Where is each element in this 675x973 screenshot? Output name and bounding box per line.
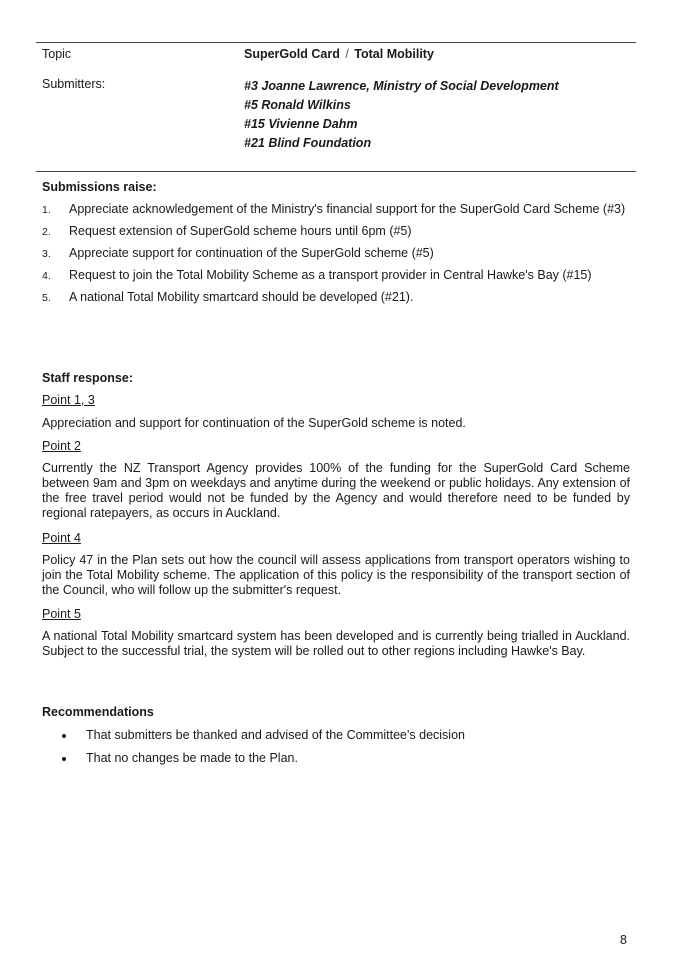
item-text: Request to join the Total Mobility Scheme as a transport provider in Central Hawke's Bay (#15) [69, 268, 592, 282]
list-item [42, 224, 630, 239]
submitter: #21 Blind Foundation [244, 136, 372, 150]
topic-value [244, 47, 434, 61]
item-text: A national Total Mobility smartcard should be developed (#21). [69, 290, 414, 304]
section-divider [36, 171, 636, 172]
staff-response-heading: Staff response: [42, 371, 133, 385]
item-text: That no changes be made to the Plan. [86, 751, 298, 765]
submitter: #5 Ronald Wilkins [244, 98, 351, 112]
item-text: Request extension of SuperGold scheme hours until 6pm (#5) [69, 224, 412, 238]
response-point-2 [42, 439, 630, 521]
item-text: Appreciate support for continuation of the SuperGold scheme (#5) [69, 246, 434, 260]
submissions-list [42, 202, 630, 312]
list-item [42, 268, 630, 283]
topic-part-2: Total Mobility [354, 47, 434, 61]
list-item [42, 202, 630, 217]
response-point-4 [42, 531, 630, 598]
list-item [62, 751, 622, 766]
item-number: 3. [42, 248, 51, 260]
bullet-icon [62, 734, 66, 738]
item-number: 5. [42, 292, 51, 304]
response-point-5 [42, 607, 630, 659]
point-text: A national Total Mobility smartcard system has been developed and is currently being trialled in Auckland. Subject to the successful trial, the system will be rolled out to other regions including Hawke's Bay. [42, 629, 630, 658]
list-item [62, 728, 622, 743]
submissions-heading: Submissions raise: [42, 180, 157, 194]
point-text: Currently the NZ Transport Agency provides 100% of the funding for the SuperGold Card Scheme between 9am and 3pm on weekdays and anytime during the weekend or public holidays. Any extension of the free travel period would not be funded by the Agency and would therefore need to be funded by regional ratepayers, as occurs in Auckland. [42, 461, 630, 520]
topic-separator: / [345, 47, 349, 61]
submitter: #3 Joanne Lawrence, Ministry of Social Development [244, 79, 559, 93]
item-text: Appreciate acknowledgement of the Ministry's financial support for the SuperGold Card Scheme (#3) [69, 202, 626, 216]
item-number: 2. [42, 226, 51, 238]
recommendations-heading: Recommendations [42, 705, 154, 719]
list-item [42, 290, 630, 305]
top-divider [36, 42, 636, 43]
point-label: Point 2 [42, 439, 81, 453]
response-point-1-3 [42, 393, 630, 431]
submitters-list [244, 77, 559, 153]
topic-part-1: SuperGold Card [244, 47, 340, 61]
point-text: Appreciation and support for continuation of the SuperGold scheme is noted. [42, 416, 466, 430]
list-item [42, 246, 630, 261]
point-label: Point 4 [42, 531, 81, 545]
item-text: That submitters be thanked and advised of the Committee's decision [86, 728, 465, 742]
topic-label: Topic [42, 47, 72, 61]
point-label: Point 1, 3 [42, 393, 95, 407]
bullet-icon [62, 757, 66, 761]
point-text: Policy 47 in the Plan sets out how the council will assess applications from transport operators wishing to join the Total Mobility scheme. The application of this policy is the responsibility of the transport section of the Council, who will follow up the submitter's request. [42, 553, 630, 597]
item-number: 4. [42, 270, 51, 282]
recommendations-list [62, 728, 622, 774]
submitters-label: Submitters: [42, 77, 106, 91]
submitter: #15 Vivienne Dahm [244, 117, 358, 131]
item-number: 1. [42, 204, 51, 216]
point-label: Point 5 [42, 607, 81, 621]
page-number: 8 [620, 933, 627, 947]
